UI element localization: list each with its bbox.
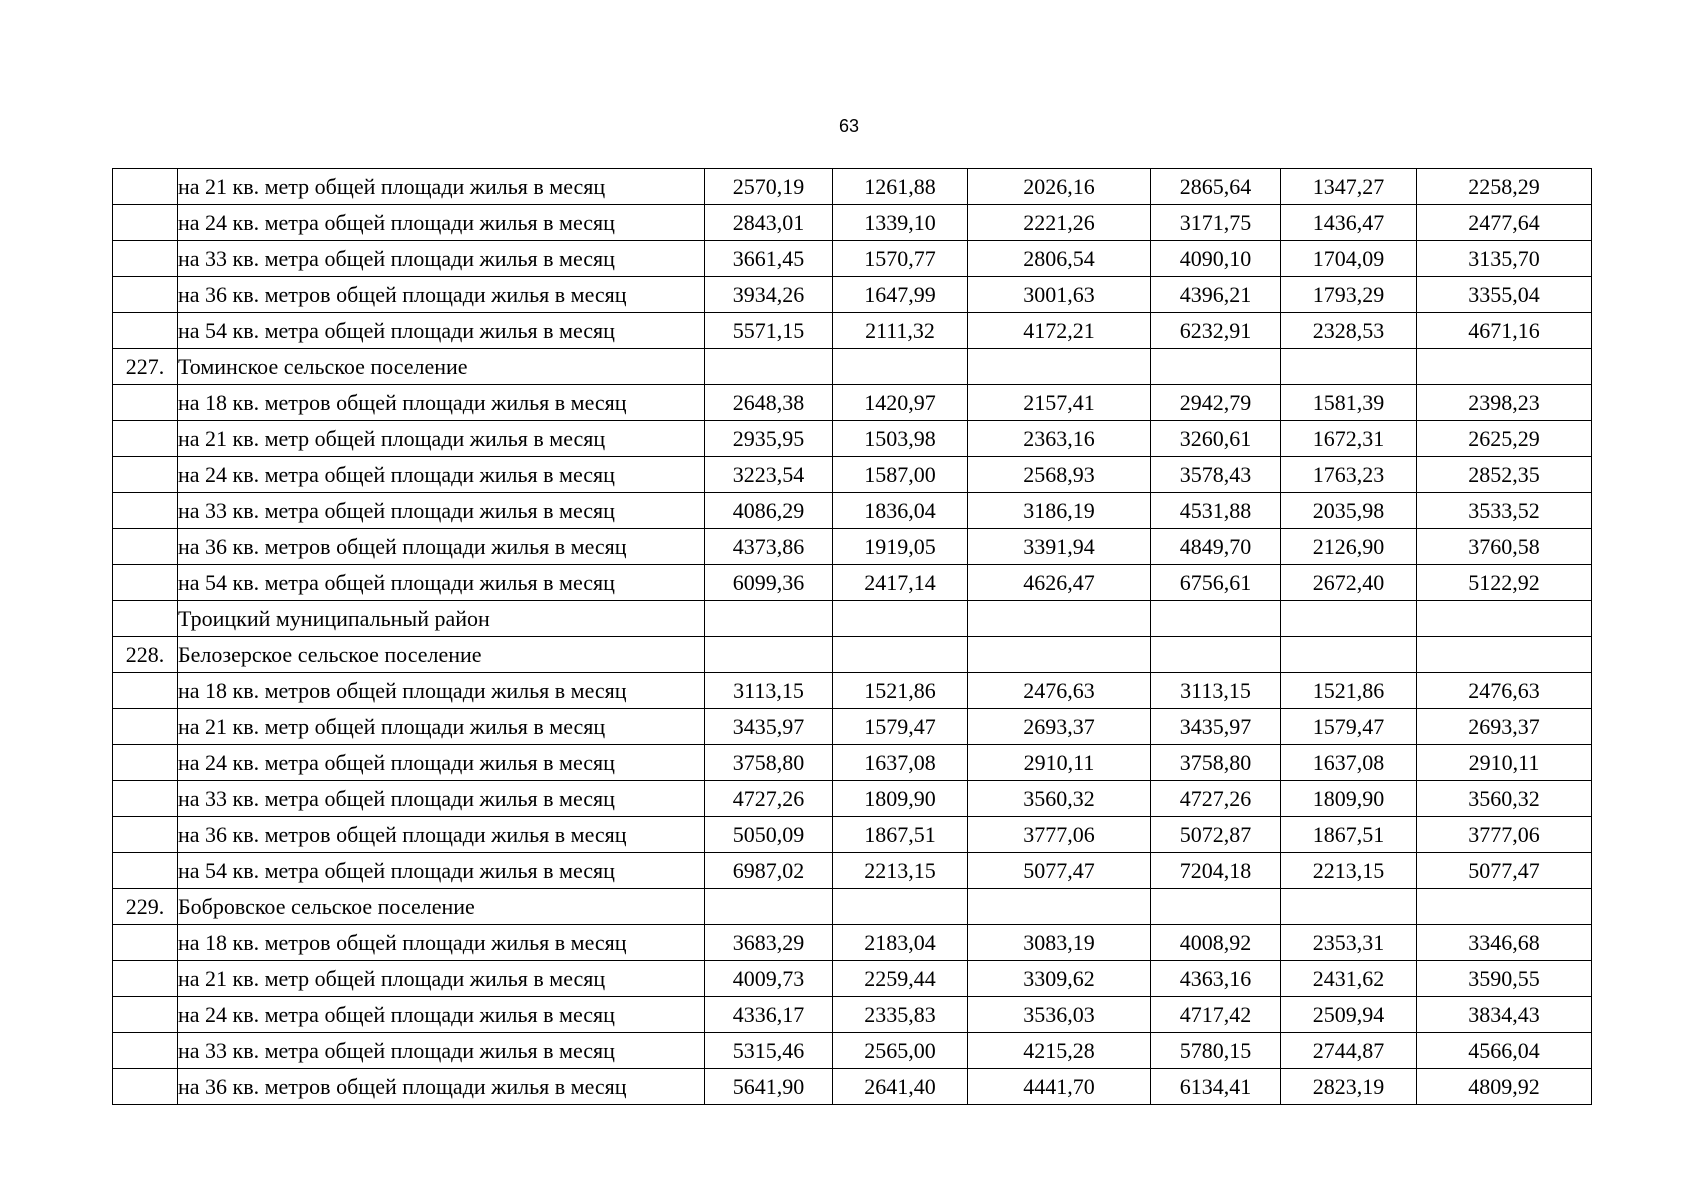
row-number-cell: 228. [113,637,178,673]
value-cell: 4396,21 [1151,277,1281,313]
value-cell: 3083,19 [968,925,1151,961]
value-cell: 1672,31 [1281,421,1417,457]
value-cell [1417,349,1592,385]
row-number-cell [113,1033,178,1069]
value-cell: 3113,15 [1151,673,1281,709]
value-cell: 2672,40 [1281,565,1417,601]
value-cell: 3760,58 [1417,529,1592,565]
row-number-cell: 227. [113,349,178,385]
value-cell: 4849,70 [1151,529,1281,565]
table-row [113,493,1592,529]
value-cell: 7204,18 [1151,853,1281,889]
value-cell [833,601,968,637]
value-cell: 4086,29 [705,493,833,529]
value-cell: 2476,63 [968,673,1151,709]
value-cell: 3560,32 [1417,781,1592,817]
value-cell: 3777,06 [968,817,1151,853]
row-name-cell: на 54 кв. метра общей площади жилья в месяц [178,565,705,601]
table-row [113,313,1592,349]
value-cell: 6099,36 [705,565,833,601]
row-number-cell [113,565,178,601]
value-cell: 3223,54 [705,457,833,493]
row-name-cell: на 18 кв. метров общей площади жилья в месяц [178,673,705,709]
value-cell: 1647,99 [833,277,968,313]
value-cell: 1867,51 [833,817,968,853]
value-cell: 4009,73 [705,961,833,997]
value-cell [1281,889,1417,925]
value-cell: 2157,41 [968,385,1151,421]
row-name-cell: на 36 кв. метров общей площади жилья в месяц [178,817,705,853]
value-cell: 4626,47 [968,565,1151,601]
value-cell [1151,601,1281,637]
value-cell: 2259,44 [833,961,968,997]
value-cell: 3683,29 [705,925,833,961]
row-number-cell [113,961,178,997]
table-row [113,205,1592,241]
row-number-cell [113,673,178,709]
value-cell: 1579,47 [1281,709,1417,745]
value-cell: 3777,06 [1417,817,1592,853]
value-cell: 2026,16 [968,169,1151,205]
row-name-cell: на 33 кв. метра общей площади жилья в месяц [178,241,705,277]
value-cell: 2431,62 [1281,961,1417,997]
value-cell: 4215,28 [968,1033,1151,1069]
table-row [113,457,1592,493]
row-number-cell [113,745,178,781]
value-cell: 6134,41 [1151,1069,1281,1105]
value-cell: 5122,92 [1417,565,1592,601]
row-name-cell: на 33 кв. метра общей площади жилья в месяц [178,781,705,817]
value-cell: 1521,86 [1281,673,1417,709]
value-cell: 1867,51 [1281,817,1417,853]
row-name-cell: на 36 кв. метров общей площади жилья в месяц [178,1069,705,1105]
row-name-cell: на 33 кв. метра общей площади жилья в месяц [178,493,705,529]
value-cell: 3260,61 [1151,421,1281,457]
row-number-cell [113,385,178,421]
value-cell: 3590,55 [1417,961,1592,997]
value-cell: 3934,26 [705,277,833,313]
row-number-cell [113,817,178,853]
value-cell: 1261,88 [833,169,968,205]
row-name-cell: на 36 кв. метров общей площади жилья в месяц [178,277,705,313]
value-cell: 1347,27 [1281,169,1417,205]
table-row [113,709,1592,745]
row-name-cell: на 24 кв. метра общей площади жилья в месяц [178,997,705,1033]
value-cell: 3758,80 [705,745,833,781]
value-cell: 5077,47 [968,853,1151,889]
value-cell: 3346,68 [1417,925,1592,961]
value-cell: 2648,38 [705,385,833,421]
value-cell: 4441,70 [968,1069,1151,1105]
table-row [113,385,1592,421]
tariff-table [112,168,1592,1105]
value-cell: 2806,54 [968,241,1151,277]
table-row [113,241,1592,277]
value-cell: 6756,61 [1151,565,1281,601]
value-cell: 1521,86 [833,673,968,709]
row-name-cell: на 24 кв. метра общей площади жилья в месяц [178,457,705,493]
table-row [113,277,1592,313]
value-cell: 4172,21 [968,313,1151,349]
value-cell: 5050,09 [705,817,833,853]
value-cell: 4566,04 [1417,1033,1592,1069]
value-cell: 2744,87 [1281,1033,1417,1069]
value-cell: 4809,92 [1417,1069,1592,1105]
value-cell [1151,349,1281,385]
value-cell [1417,601,1592,637]
value-cell: 2258,29 [1417,169,1592,205]
table-row [113,673,1592,709]
row-name-cell: на 54 кв. метра общей площади жилья в месяц [178,313,705,349]
value-cell: 2570,19 [705,169,833,205]
value-cell: 2852,35 [1417,457,1592,493]
value-cell [968,889,1151,925]
value-cell: 3435,97 [1151,709,1281,745]
value-cell: 1919,05 [833,529,968,565]
row-number-cell [113,277,178,313]
table-row [113,1069,1592,1105]
value-cell [1417,637,1592,673]
value-cell: 4727,26 [705,781,833,817]
row-name-cell: Троицкий муниципальный район [178,601,705,637]
value-cell: 2910,11 [1417,745,1592,781]
value-cell: 3533,52 [1417,493,1592,529]
value-cell: 2221,26 [968,205,1151,241]
row-number-cell [113,853,178,889]
value-cell: 3171,75 [1151,205,1281,241]
value-cell: 1420,97 [833,385,968,421]
value-cell: 2568,93 [968,457,1151,493]
value-cell: 1637,08 [833,745,968,781]
value-cell: 2126,90 [1281,529,1417,565]
page-number: 63 [838,116,860,136]
value-cell: 4531,88 [1151,493,1281,529]
row-number-cell [113,169,178,205]
value-cell [705,601,833,637]
value-cell: 3001,63 [968,277,1151,313]
value-cell: 2693,37 [1417,709,1592,745]
value-cell: 3309,62 [968,961,1151,997]
value-cell: 1836,04 [833,493,968,529]
value-cell: 2865,64 [1151,169,1281,205]
table-row [113,961,1592,997]
table-row [113,853,1592,889]
value-cell: 2398,23 [1417,385,1592,421]
table-row [113,745,1592,781]
value-cell [1281,601,1417,637]
value-cell: 5780,15 [1151,1033,1281,1069]
value-cell: 3834,43 [1417,997,1592,1033]
table-row [113,169,1592,205]
value-cell: 2823,19 [1281,1069,1417,1105]
row-number-cell [113,529,178,565]
value-cell: 3186,19 [968,493,1151,529]
row-name-cell: на 33 кв. метра общей площади жилья в месяц [178,1033,705,1069]
row-number-cell [113,1069,178,1105]
value-cell [1151,889,1281,925]
value-cell: 5077,47 [1417,853,1592,889]
value-cell: 2693,37 [968,709,1151,745]
row-number-cell [113,601,178,637]
table-row [113,925,1592,961]
value-cell [1151,637,1281,673]
value-cell: 4671,16 [1417,313,1592,349]
value-cell [705,637,833,673]
value-cell: 1809,90 [1281,781,1417,817]
table-row [113,997,1592,1033]
table-row [113,817,1592,853]
row-name-cell: на 54 кв. метра общей площади жилья в месяц [178,853,705,889]
value-cell: 2625,29 [1417,421,1592,457]
value-cell: 4373,86 [705,529,833,565]
value-cell: 2477,64 [1417,205,1592,241]
row-number-cell [113,493,178,529]
value-cell: 3661,45 [705,241,833,277]
value-cell [968,637,1151,673]
value-cell [705,349,833,385]
value-cell: 1581,39 [1281,385,1417,421]
row-number-cell [113,709,178,745]
row-number-cell [113,457,178,493]
value-cell: 2353,31 [1281,925,1417,961]
row-number-cell [113,205,178,241]
value-cell: 4008,92 [1151,925,1281,961]
value-cell [1281,349,1417,385]
row-number-cell [113,241,178,277]
table-row [113,421,1592,457]
value-cell: 2476,63 [1417,673,1592,709]
value-cell: 3560,32 [968,781,1151,817]
value-cell: 5641,90 [705,1069,833,1105]
value-cell: 2843,01 [705,205,833,241]
value-cell: 4336,17 [705,997,833,1033]
row-name-cell: Бобровское сельское поселение [178,889,705,925]
value-cell: 4717,42 [1151,997,1281,1033]
value-cell [1281,637,1417,673]
value-cell: 3435,97 [705,709,833,745]
value-cell [833,889,968,925]
value-cell: 2183,04 [833,925,968,961]
value-cell: 3536,03 [968,997,1151,1033]
value-cell: 1436,47 [1281,205,1417,241]
value-cell [833,349,968,385]
value-cell: 2111,32 [833,313,968,349]
row-name-cell: на 21 кв. метр общей площади жилья в месяц [178,709,705,745]
value-cell: 2509,94 [1281,997,1417,1033]
table-row [113,601,1592,637]
value-cell: 2910,11 [968,745,1151,781]
table-row [113,565,1592,601]
value-cell: 3355,04 [1417,277,1592,313]
value-cell: 5571,15 [705,313,833,349]
row-name-cell: на 21 кв. метр общей площади жилья в месяц [178,169,705,205]
value-cell: 2213,15 [833,853,968,889]
table-row [113,781,1592,817]
value-cell: 5315,46 [705,1033,833,1069]
row-number-cell: 229. [113,889,178,925]
row-name-cell: на 21 кв. метр общей площади жилья в месяц [178,961,705,997]
value-cell: 3758,80 [1151,745,1281,781]
value-cell: 1637,08 [1281,745,1417,781]
value-cell: 1570,77 [833,241,968,277]
value-cell: 2417,14 [833,565,968,601]
value-cell [1417,889,1592,925]
value-cell: 6987,02 [705,853,833,889]
table-row [113,349,1592,385]
row-name-cell: на 18 кв. метров общей площади жилья в месяц [178,925,705,961]
value-cell: 2035,98 [1281,493,1417,529]
row-number-cell [113,925,178,961]
value-cell: 2213,15 [1281,853,1417,889]
value-cell: 2363,16 [968,421,1151,457]
value-cell: 2935,95 [705,421,833,457]
value-cell: 3578,43 [1151,457,1281,493]
row-name-cell: на 24 кв. метра общей площади жилья в месяц [178,205,705,241]
value-cell: 1339,10 [833,205,968,241]
row-name-cell: на 18 кв. метров общей площади жилья в месяц [178,385,705,421]
value-cell: 4363,16 [1151,961,1281,997]
table-row [113,529,1592,565]
value-cell [968,601,1151,637]
row-name-cell: на 36 кв. метров общей площади жилья в месяц [178,529,705,565]
row-name-cell: на 24 кв. метра общей площади жилья в месяц [178,745,705,781]
table-row [113,637,1592,673]
row-name-cell: Белозерское сельское поселение [178,637,705,673]
value-cell: 2942,79 [1151,385,1281,421]
table-body [113,169,1592,1105]
value-cell: 1503,98 [833,421,968,457]
row-number-cell [113,421,178,457]
value-cell: 3135,70 [1417,241,1592,277]
value-cell [968,349,1151,385]
value-cell: 4090,10 [1151,241,1281,277]
value-cell [833,637,968,673]
value-cell: 5072,87 [1151,817,1281,853]
row-number-cell [113,997,178,1033]
value-cell: 2335,83 [833,997,968,1033]
value-cell: 1587,00 [833,457,968,493]
row-name-cell: на 21 кв. метр общей площади жилья в месяц [178,421,705,457]
value-cell: 1579,47 [833,709,968,745]
value-cell: 6232,91 [1151,313,1281,349]
table-row [113,889,1592,925]
value-cell: 3391,94 [968,529,1151,565]
value-cell: 4727,26 [1151,781,1281,817]
value-cell: 1793,29 [1281,277,1417,313]
value-cell: 2641,40 [833,1069,968,1105]
value-cell [705,889,833,925]
value-cell: 3113,15 [705,673,833,709]
value-cell: 2328,53 [1281,313,1417,349]
row-name-cell: Томинское сельское поселение [178,349,705,385]
row-number-cell [113,781,178,817]
table-row [113,1033,1592,1069]
value-cell: 1763,23 [1281,457,1417,493]
value-cell: 1704,09 [1281,241,1417,277]
value-cell: 1809,90 [833,781,968,817]
value-cell: 2565,00 [833,1033,968,1069]
row-number-cell [113,313,178,349]
